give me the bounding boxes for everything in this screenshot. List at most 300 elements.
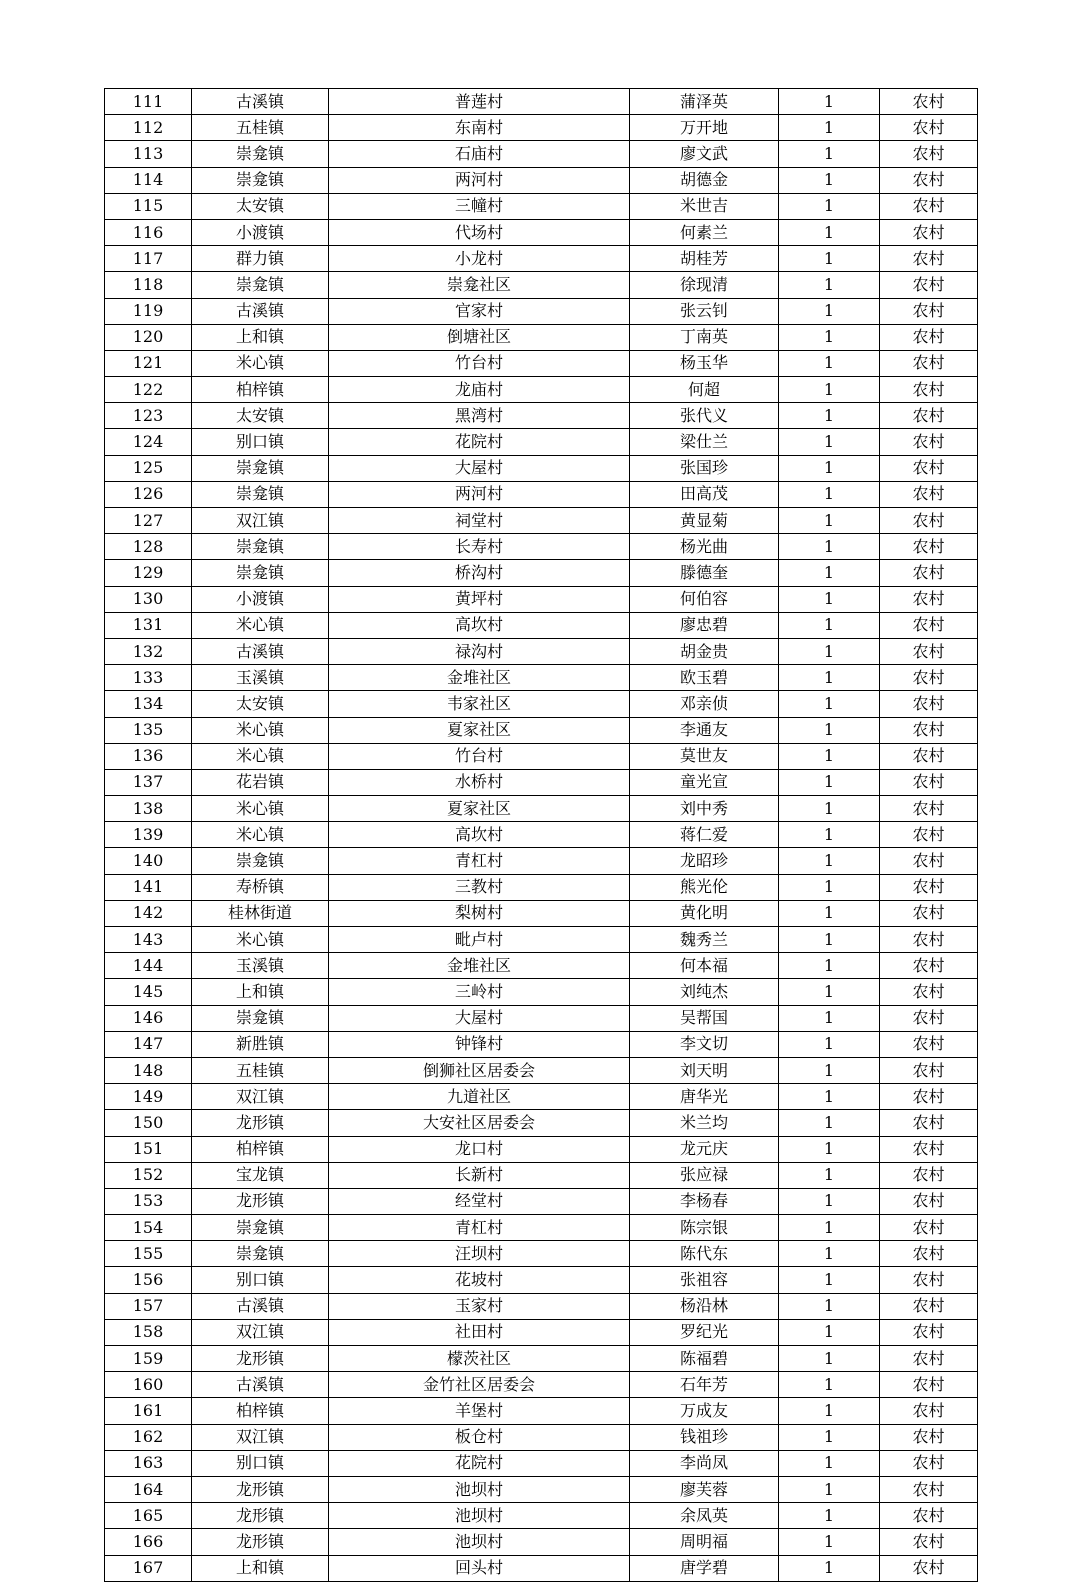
cell-town: 崇龛镇 (192, 560, 329, 586)
cell-town: 古溪镇 (192, 298, 329, 324)
cell-town: 米心镇 (192, 612, 329, 638)
cell-village: 大屋村 (329, 1005, 630, 1031)
cell-count: 1 (779, 1215, 880, 1241)
cell-count: 1 (779, 1476, 880, 1502)
cell-type: 农村 (880, 481, 978, 507)
cell-count: 1 (779, 743, 880, 769)
cell-count: 1 (779, 900, 880, 926)
cell-name: 龙元庆 (630, 1136, 779, 1162)
cell-index: 128 (105, 534, 192, 560)
cell-count: 1 (779, 1267, 880, 1293)
cell-index: 159 (105, 1346, 192, 1372)
cell-index: 139 (105, 822, 192, 848)
cell-village: 金竹社区居委会 (329, 1372, 630, 1398)
cell-count: 1 (779, 1293, 880, 1319)
cell-village: 倒狮社区居委会 (329, 1057, 630, 1083)
cell-town: 柏梓镇 (192, 377, 329, 403)
cell-town: 双江镇 (192, 1084, 329, 1110)
cell-village: 竹台村 (329, 350, 630, 376)
cell-count: 1 (779, 717, 880, 743)
cell-name: 魏秀兰 (630, 927, 779, 953)
cell-type: 农村 (880, 1293, 978, 1319)
table-row (105, 1084, 978, 1110)
cell-count: 1 (779, 665, 880, 691)
cell-index: 124 (105, 429, 192, 455)
cell-type: 农村 (880, 1529, 978, 1555)
cell-index: 153 (105, 1188, 192, 1214)
cell-type: 农村 (880, 1005, 978, 1031)
cell-index: 161 (105, 1398, 192, 1424)
cell-village: 九道社区 (329, 1084, 630, 1110)
cell-index: 142 (105, 900, 192, 926)
cell-name: 陈福碧 (630, 1346, 779, 1372)
cell-index: 134 (105, 691, 192, 717)
cell-type: 农村 (880, 691, 978, 717)
cell-index: 158 (105, 1319, 192, 1345)
cell-village: 两河村 (329, 167, 630, 193)
cell-village: 高坎村 (329, 612, 630, 638)
cell-name: 童光宣 (630, 769, 779, 795)
cell-village: 三教村 (329, 874, 630, 900)
cell-index: 138 (105, 796, 192, 822)
cell-name: 丁南英 (630, 324, 779, 350)
cell-name: 莫世友 (630, 743, 779, 769)
table-row (105, 1215, 978, 1241)
cell-type: 农村 (880, 1215, 978, 1241)
cell-name: 徐现清 (630, 272, 779, 298)
cell-name: 龙昭珍 (630, 848, 779, 874)
cell-count: 1 (779, 298, 880, 324)
cell-name: 唐学碧 (630, 1555, 779, 1581)
cell-town: 上和镇 (192, 979, 329, 1005)
cell-index: 132 (105, 638, 192, 664)
cell-town: 宝龙镇 (192, 1162, 329, 1188)
cell-name: 李尚凤 (630, 1450, 779, 1476)
cell-town: 五桂镇 (192, 115, 329, 141)
cell-name: 黄显菊 (630, 508, 779, 534)
cell-name: 吴帮国 (630, 1005, 779, 1031)
cell-town: 双江镇 (192, 508, 329, 534)
cell-index: 130 (105, 586, 192, 612)
cell-town: 寿桥镇 (192, 874, 329, 900)
cell-name: 石年芳 (630, 1372, 779, 1398)
cell-village: 汪坝村 (329, 1241, 630, 1267)
cell-count: 1 (779, 769, 880, 795)
cell-village: 崇龛社区 (329, 272, 630, 298)
cell-count: 1 (779, 1188, 880, 1214)
cell-town: 太安镇 (192, 691, 329, 717)
table-row (105, 927, 978, 953)
cell-town: 崇龛镇 (192, 1215, 329, 1241)
cell-type: 农村 (880, 508, 978, 534)
cell-index: 117 (105, 246, 192, 272)
cell-town: 米心镇 (192, 822, 329, 848)
cell-name: 廖芙蓉 (630, 1476, 779, 1502)
cell-village: 夏家社区 (329, 717, 630, 743)
cell-index: 164 (105, 1476, 192, 1502)
cell-type: 农村 (880, 534, 978, 560)
cell-type: 农村 (880, 1372, 978, 1398)
cell-type: 农村 (880, 717, 978, 743)
cell-name: 何素兰 (630, 219, 779, 245)
cell-village: 玉家村 (329, 1293, 630, 1319)
cell-count: 1 (779, 455, 880, 481)
cell-name: 万开地 (630, 115, 779, 141)
cell-name: 刘天明 (630, 1057, 779, 1083)
cell-town: 米心镇 (192, 743, 329, 769)
cell-name: 李通友 (630, 717, 779, 743)
cell-name: 钱祖珍 (630, 1424, 779, 1450)
cell-count: 1 (779, 534, 880, 560)
cell-name: 张云钊 (630, 298, 779, 324)
table-row (105, 298, 978, 324)
cell-count: 1 (779, 1057, 880, 1083)
cell-index: 167 (105, 1555, 192, 1581)
cell-count: 1 (779, 953, 880, 979)
table-row (105, 979, 978, 1005)
cell-name: 张应禄 (630, 1162, 779, 1188)
cell-index: 145 (105, 979, 192, 1005)
cell-count: 1 (779, 115, 880, 141)
cell-town: 龙形镇 (192, 1476, 329, 1502)
cell-name: 梁仕兰 (630, 429, 779, 455)
cell-name: 陈代东 (630, 1241, 779, 1267)
table-row (105, 1450, 978, 1476)
cell-index: 123 (105, 403, 192, 429)
cell-village: 小龙村 (329, 246, 630, 272)
cell-count: 1 (779, 481, 880, 507)
cell-type: 农村 (880, 796, 978, 822)
cell-town: 崇龛镇 (192, 481, 329, 507)
cell-count: 1 (779, 1450, 880, 1476)
cell-index: 140 (105, 848, 192, 874)
cell-village: 金堆社区 (329, 953, 630, 979)
cell-village: 桥沟村 (329, 560, 630, 586)
cell-index: 121 (105, 350, 192, 376)
cell-village: 石庙村 (329, 141, 630, 167)
cell-town: 玉溪镇 (192, 665, 329, 691)
cell-type: 农村 (880, 1319, 978, 1345)
roster-table (104, 88, 978, 1582)
table-row (105, 874, 978, 900)
cell-town: 桂林街道 (192, 900, 329, 926)
cell-name: 胡金贵 (630, 638, 779, 664)
cell-town: 崇龛镇 (192, 534, 329, 560)
cell-index: 135 (105, 717, 192, 743)
cell-name: 张代义 (630, 403, 779, 429)
cell-name: 滕德奎 (630, 560, 779, 586)
cell-name: 欧玉碧 (630, 665, 779, 691)
cell-name: 万成友 (630, 1398, 779, 1424)
cell-name: 廖文武 (630, 141, 779, 167)
cell-village: 梨树村 (329, 900, 630, 926)
cell-count: 1 (779, 1241, 880, 1267)
cell-name: 李文切 (630, 1031, 779, 1057)
cell-type: 农村 (880, 1398, 978, 1424)
cell-index: 165 (105, 1503, 192, 1529)
table-row (105, 1267, 978, 1293)
cell-town: 双江镇 (192, 1424, 329, 1450)
table-row (105, 403, 978, 429)
cell-name: 唐华光 (630, 1084, 779, 1110)
cell-count: 1 (779, 350, 880, 376)
cell-count: 1 (779, 272, 880, 298)
cell-type: 农村 (880, 324, 978, 350)
cell-count: 1 (779, 586, 880, 612)
cell-name: 张国珍 (630, 455, 779, 481)
cell-village: 两河村 (329, 481, 630, 507)
cell-town: 别口镇 (192, 429, 329, 455)
cell-town: 花岩镇 (192, 769, 329, 795)
cell-village: 龙庙村 (329, 377, 630, 403)
table-row (105, 717, 978, 743)
table-row (105, 1241, 978, 1267)
cell-village: 水桥村 (329, 769, 630, 795)
cell-village: 大安社区居委会 (329, 1110, 630, 1136)
cell-village: 青杠村 (329, 848, 630, 874)
cell-type: 农村 (880, 1346, 978, 1372)
table-row (105, 324, 978, 350)
cell-index: 163 (105, 1450, 192, 1476)
cell-index: 144 (105, 953, 192, 979)
table-body (105, 89, 978, 1582)
cell-count: 1 (779, 1162, 880, 1188)
cell-type: 农村 (880, 1241, 978, 1267)
cell-name: 罗纪光 (630, 1319, 779, 1345)
cell-town: 崇龛镇 (192, 1005, 329, 1031)
cell-type: 农村 (880, 429, 978, 455)
cell-name: 陈宗银 (630, 1215, 779, 1241)
cell-village: 青杠村 (329, 1215, 630, 1241)
cell-village: 经堂村 (329, 1188, 630, 1214)
cell-count: 1 (779, 1424, 880, 1450)
cell-index: 114 (105, 167, 192, 193)
cell-town: 别口镇 (192, 1267, 329, 1293)
cell-name: 黄化明 (630, 900, 779, 926)
cell-name: 何伯容 (630, 586, 779, 612)
cell-name: 杨沿林 (630, 1293, 779, 1319)
table-row (105, 115, 978, 141)
cell-index: 129 (105, 560, 192, 586)
cell-type: 农村 (880, 219, 978, 245)
cell-town: 玉溪镇 (192, 953, 329, 979)
cell-type: 农村 (880, 665, 978, 691)
cell-town: 群力镇 (192, 246, 329, 272)
cell-type: 农村 (880, 927, 978, 953)
cell-village: 竹台村 (329, 743, 630, 769)
cell-count: 1 (779, 796, 880, 822)
table-row (105, 246, 978, 272)
cell-town: 上和镇 (192, 324, 329, 350)
cell-type: 农村 (880, 560, 978, 586)
cell-name: 熊光伦 (630, 874, 779, 900)
cell-index: 143 (105, 927, 192, 953)
cell-village: 花院村 (329, 429, 630, 455)
cell-index: 155 (105, 1241, 192, 1267)
cell-village: 花院村 (329, 1450, 630, 1476)
cell-town: 龙形镇 (192, 1529, 329, 1555)
cell-name: 邓亲侦 (630, 691, 779, 717)
cell-index: 131 (105, 612, 192, 638)
cell-count: 1 (779, 141, 880, 167)
cell-type: 农村 (880, 1450, 978, 1476)
table-row (105, 1162, 978, 1188)
cell-name: 胡德金 (630, 167, 779, 193)
cell-count: 1 (779, 979, 880, 1005)
cell-index: 154 (105, 1215, 192, 1241)
cell-type: 农村 (880, 455, 978, 481)
cell-index: 151 (105, 1136, 192, 1162)
cell-town: 米心镇 (192, 927, 329, 953)
cell-type: 农村 (880, 953, 978, 979)
table-row (105, 429, 978, 455)
cell-type: 农村 (880, 1110, 978, 1136)
cell-count: 1 (779, 89, 880, 115)
cell-town: 崇龛镇 (192, 167, 329, 193)
cell-name: 杨光曲 (630, 534, 779, 560)
cell-town: 米心镇 (192, 796, 329, 822)
cell-type: 农村 (880, 1267, 978, 1293)
cell-town: 小渡镇 (192, 586, 329, 612)
cell-type: 农村 (880, 1424, 978, 1450)
table-row (105, 1110, 978, 1136)
cell-type: 农村 (880, 298, 978, 324)
cell-village: 钟锋村 (329, 1031, 630, 1057)
table-row (105, 769, 978, 795)
table-row (105, 1529, 978, 1555)
table-row (105, 638, 978, 664)
cell-index: 122 (105, 377, 192, 403)
cell-name: 周明福 (630, 1529, 779, 1555)
cell-type: 农村 (880, 874, 978, 900)
table-row (105, 953, 978, 979)
cell-village: 禄沟村 (329, 638, 630, 664)
table-row (105, 350, 978, 376)
cell-index: 137 (105, 769, 192, 795)
table-row (105, 1136, 978, 1162)
cell-count: 1 (779, 1555, 880, 1581)
cell-village: 龙口村 (329, 1136, 630, 1162)
cell-town: 古溪镇 (192, 1293, 329, 1319)
cell-town: 崇龛镇 (192, 455, 329, 481)
cell-type: 农村 (880, 586, 978, 612)
cell-index: 120 (105, 324, 192, 350)
cell-count: 1 (779, 560, 880, 586)
cell-village: 羊堡村 (329, 1398, 630, 1424)
cell-village: 檬茨社区 (329, 1346, 630, 1372)
cell-count: 1 (779, 1084, 880, 1110)
cell-village: 三岭村 (329, 979, 630, 1005)
cell-name: 何本福 (630, 953, 779, 979)
table-row (105, 1503, 978, 1529)
cell-town: 古溪镇 (192, 89, 329, 115)
cell-type: 农村 (880, 193, 978, 219)
cell-name: 胡桂芳 (630, 246, 779, 272)
cell-count: 1 (779, 1136, 880, 1162)
cell-index: 112 (105, 115, 192, 141)
table-row (105, 141, 978, 167)
cell-village: 黄坪村 (329, 586, 630, 612)
table-row (105, 1188, 978, 1214)
cell-village: 长寿村 (329, 534, 630, 560)
cell-town: 米心镇 (192, 717, 329, 743)
cell-village: 三幢村 (329, 193, 630, 219)
cell-name: 张祖容 (630, 1267, 779, 1293)
table-row (105, 167, 978, 193)
cell-type: 农村 (880, 350, 978, 376)
cell-count: 1 (779, 1346, 880, 1372)
table-row (105, 586, 978, 612)
cell-index: 115 (105, 193, 192, 219)
cell-count: 1 (779, 822, 880, 848)
cell-village: 祠堂村 (329, 508, 630, 534)
cell-type: 农村 (880, 1503, 978, 1529)
cell-count: 1 (779, 612, 880, 638)
cell-count: 1 (779, 1110, 880, 1136)
cell-town: 龙形镇 (192, 1503, 329, 1529)
cell-count: 1 (779, 377, 880, 403)
table-row (105, 743, 978, 769)
cell-type: 农村 (880, 1057, 978, 1083)
cell-index: 118 (105, 272, 192, 298)
cell-count: 1 (779, 403, 880, 429)
cell-name: 米兰均 (630, 1110, 779, 1136)
table-row (105, 1424, 978, 1450)
cell-name: 刘纯杰 (630, 979, 779, 1005)
cell-name: 蒲泽英 (630, 89, 779, 115)
cell-town: 龙形镇 (192, 1110, 329, 1136)
cell-village: 池坝村 (329, 1529, 630, 1555)
cell-index: 113 (105, 141, 192, 167)
cell-index: 166 (105, 1529, 192, 1555)
cell-index: 126 (105, 481, 192, 507)
table-row (105, 560, 978, 586)
cell-count: 1 (779, 691, 880, 717)
cell-village: 长新村 (329, 1162, 630, 1188)
cell-type: 农村 (880, 89, 978, 115)
cell-village: 社田村 (329, 1319, 630, 1345)
cell-index: 156 (105, 1267, 192, 1293)
cell-type: 农村 (880, 377, 978, 403)
cell-type: 农村 (880, 141, 978, 167)
cell-count: 1 (779, 429, 880, 455)
cell-index: 116 (105, 219, 192, 245)
cell-count: 1 (779, 324, 880, 350)
cell-index: 127 (105, 508, 192, 534)
cell-count: 1 (779, 167, 880, 193)
cell-count: 1 (779, 193, 880, 219)
cell-village: 毗卢村 (329, 927, 630, 953)
table-row (105, 377, 978, 403)
cell-index: 162 (105, 1424, 192, 1450)
cell-name: 余凤英 (630, 1503, 779, 1529)
cell-town: 崇龛镇 (192, 1241, 329, 1267)
cell-town: 小渡镇 (192, 219, 329, 245)
cell-index: 160 (105, 1372, 192, 1398)
cell-name: 李杨春 (630, 1188, 779, 1214)
cell-index: 147 (105, 1031, 192, 1057)
cell-type: 农村 (880, 612, 978, 638)
cell-village: 高坎村 (329, 822, 630, 848)
cell-type: 农村 (880, 1188, 978, 1214)
cell-village: 倒塘社区 (329, 324, 630, 350)
cell-town: 五桂镇 (192, 1057, 329, 1083)
cell-index: 150 (105, 1110, 192, 1136)
cell-type: 农村 (880, 246, 978, 272)
table-row (105, 89, 978, 115)
cell-town: 柏梓镇 (192, 1136, 329, 1162)
cell-village: 夏家社区 (329, 796, 630, 822)
